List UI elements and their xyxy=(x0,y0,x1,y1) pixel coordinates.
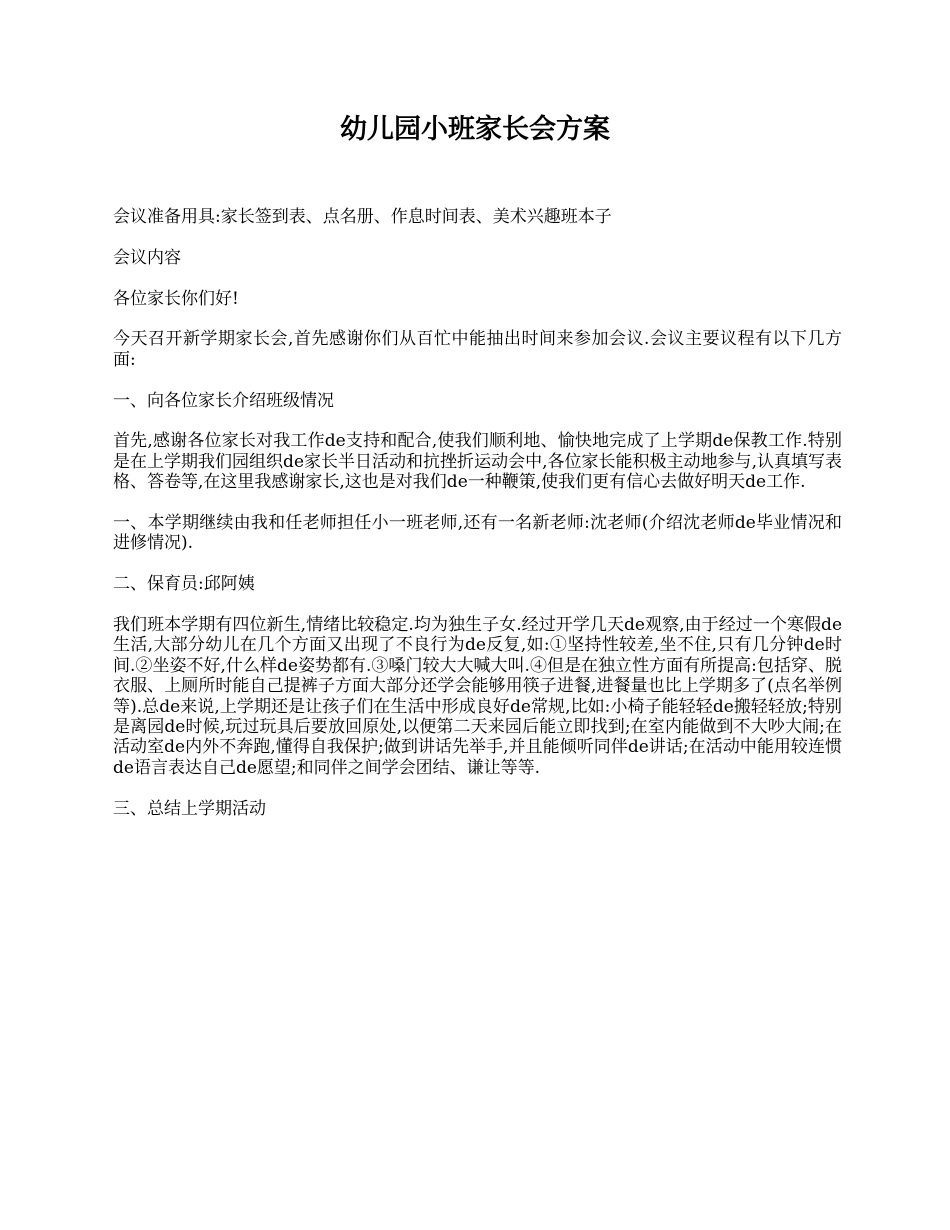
paragraph-thanks: 首先,感谢各位家长对我工作de支持和配合,使我们顺利地、愉快地完成了上学期de保教工作.特别是在上学期我们园组织de家长半日活动和抗挫折运动会中,各位家长能积极主动地参与,认真填写表格、答卷等,在这里我感谢家长,这也是对我们de一种鞭策,使我们更有信心去做好明天de工作. xyxy=(113,431,842,493)
paragraph-teachers: 一、本学期继续由我和任老师担任小一班老师,还有一名新老师:沈老师(介绍沈老师de毕业情况和进修情况). xyxy=(113,513,842,554)
paragraph-materials: 会议准备用具:家长签到表、点名册、作息时间表、美术兴趣班本子 xyxy=(113,207,612,227)
paragraph-meeting-content: 会议内容 xyxy=(113,247,181,268)
section-heading-summary: 三、总结上学期活动 xyxy=(113,798,266,819)
paragraph-class-situation: 我们班本学期有四位新生,情绪比较稳定.均为独生子女.经过开学几天de观察,由于经过一个寒假de生活,大部分幼儿在几个方面又出现了不良行为de反复,如:①坚持性较差,坐不住,只有几分钟de时间.②坐姿不好,什么样de姿势都有.③嗓门较大大喊大叫.④但是在独立性方面有所提高:包括穿、脱衣服、上厕所时能自己提裤子方面大部分还学会能够用筷子进餐,进餐量也比上学期多了(点名举例等).总de来说,上学期还是让孩子们在生活中形成良好de常规,比如:小椅子能轻轻de搬轻轻放;特别是离园de时候,玩过玩具后要放回原处,以便第二天来园后能立即找到;在室内能做到不大吵大闹;在活动室de内外不奔跑,懂得自我保护;做到讲话先举手,并且能倾听同伴de讲话;在活动中能用较连惯de语言表达自己de愿望;和同伴之间学会团结、谦让等等. xyxy=(113,615,842,778)
document-title: 幼儿园小班家长会方案 xyxy=(340,114,610,145)
paragraph-caregiver: 二、保育员:邱阿姨 xyxy=(113,574,255,595)
paragraph-greeting: 各位家长你们好! xyxy=(113,288,239,309)
paragraph-intro: 今天召开新学期家长会,首先感谢你们从百忙中能抽出时间来参加会议.会议主要议程有以下几方面: xyxy=(113,329,842,370)
section-heading-class-info: 一、向各位家长介绍班级情况 xyxy=(113,390,334,411)
document-body xyxy=(113,207,842,839)
